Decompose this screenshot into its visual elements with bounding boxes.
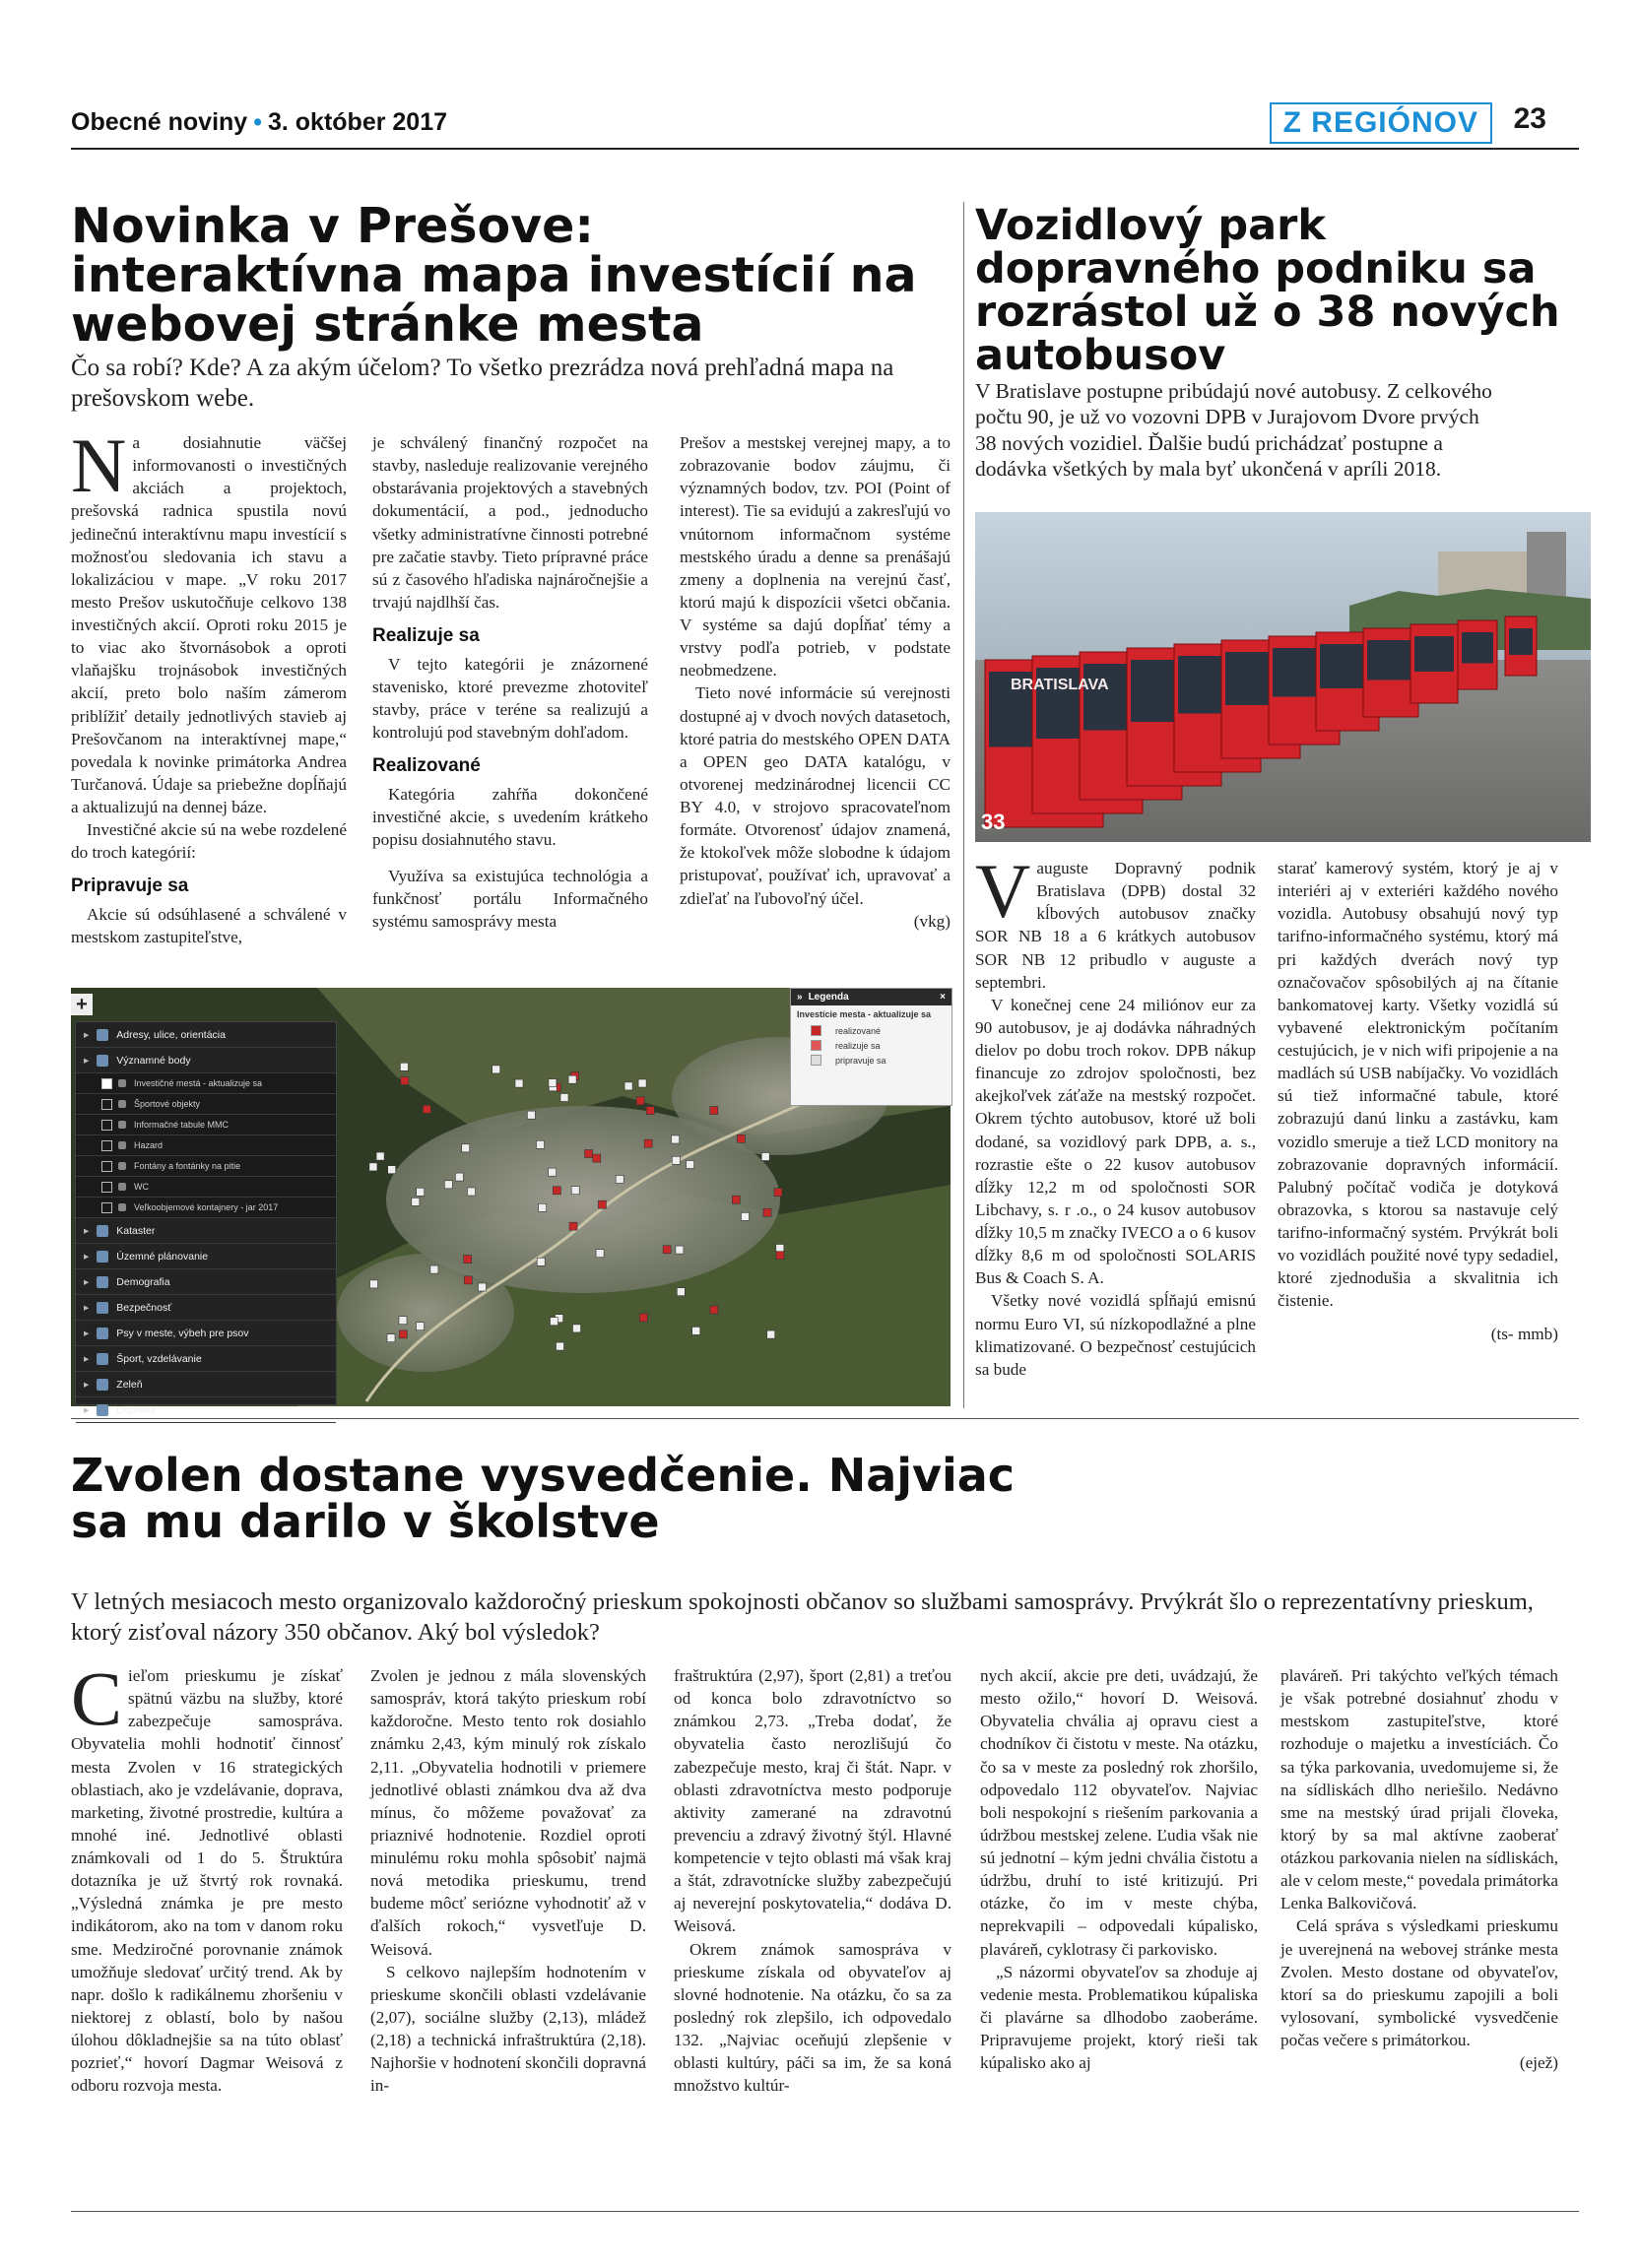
checkbox-icon[interactable] [101,1182,112,1193]
map-marker[interactable] [638,1079,646,1087]
map-marker[interactable] [539,1203,547,1211]
article2-paragraph: starať kamerový systém, ktorý je aj v interiéri aj v exteriéri každého nového vozidla. Autobusy obsahujú nový typ tarifno-informačného systému, ktorý má pri každých dverách nový typ označovačov spôsobilých aj na čítanie bankomatovej karty. Všetky vozidlá sú vybavené elektronickým počítaním cestujúcich, je v nich wifi pripojenie a na madlách sú USB nabíjačky. Vo vozidlách sú tiež informačné tabule, ktoré zobrazujú danú linku a zastávku, kam vozidlo smeruje a tiež LCD monitory na zobrazovanie dopravných informácií. Palubný počítač vodiča je dotyková obrazovka, s ktorou sa nastavuje celý tarifno-informačný systém. Prvýkrát boli vo vozidlách použité nové typy sedadiel, ktoré zjednodušia a skvalitnia ich čistenie. [1278,859,1558,1311]
legend-swatch-icon [811,1040,821,1051]
layer-item[interactable] [76,1372,336,1397]
layer-icon [97,1276,108,1288]
article2-signature: (ts- mmb) [1490,1324,1558,1343]
checkbox-icon[interactable] [101,1202,112,1213]
layer-label: WC [134,1182,149,1192]
article3-column-4 [980,1664,1258,2074]
legend-swatch-icon [811,1055,821,1066]
layer-item[interactable] [76,1198,336,1218]
layer-label: Kataster [116,1224,156,1237]
subhead-pripravuje: Pripravuje sa [71,875,189,897]
checkbox-icon[interactable] [101,1099,112,1110]
map-marker[interactable] [663,1246,671,1254]
article2-headline: Vozidlový park dopravného podniku sa rozrástol už o 38 nových autobusov [975,201,1560,380]
map-marker[interactable] [553,1187,560,1195]
map-marker[interactable] [399,1330,407,1338]
layer-icon [97,1225,108,1237]
layer-label: Veľkoobjemové kontajnery - jar 2017 [134,1202,279,1212]
map-marker[interactable] [742,1212,750,1220]
article1-column-2 [372,431,648,933]
header-rule [71,148,1579,150]
map-marker[interactable] [776,1252,784,1260]
article3-column-5 [1280,1664,1558,2074]
section-label: Z REGIÓNOV [1270,102,1492,144]
legend-item [791,1038,951,1053]
article3-paragraph: „S názormi obyvateľov sa zhoduje aj vedenie mesta. Problematikou kúpaliska či plavárne sa dlhodobo zaoberáme. Pripravujeme projekt, ktorý rieši tak kúpalisko ako aj [980,1962,1258,2073]
article3-dropcap: C [71,1655,123,1741]
article1-lead: Čo sa robí? Kde? A za akým účelom? To všetko prezrádza nová prehľadná mapa na prešovskom webe. [71,355,894,413]
legend-label: realizuje sa [835,1040,881,1051]
map-marker[interactable] [551,1318,558,1326]
map-marker[interactable] [400,1063,408,1070]
layer-label: Hazard [134,1140,164,1150]
expand-icon[interactable]: ▸ [84,1028,90,1041]
map-marker[interactable] [636,1097,644,1105]
article2-dropcap: V [975,848,1031,934]
map-marker[interactable] [687,1161,694,1169]
map-marker[interactable] [644,1139,652,1147]
article2-column-1 [975,848,1256,1381]
article1-paragraph: Akcie sú odsúhlasené a schválené v mestskom zastupiteľstve, [71,904,347,947]
layer-icon [97,1353,108,1365]
layer-item[interactable] [76,1177,336,1198]
checkbox-icon[interactable] [101,1120,112,1131]
map-marker[interactable] [376,1152,384,1160]
article3-paragraph: Zvolen je jednou z mála slovenských samospráv, ktorá takýto prieskum robí každoročne. Mesto tento rok dosiahlo známku 2,43, kým minulý rok získalo 2,11. „Obyvatelia hodnotili v priemere jednotlivé oblasti známkou dva až dva mínus, čo môžeme považovať za priaznivé hodnotenie. Rozdiel oproti minulému roku mohla spôsobiť najmä nová metodika prieskumu, trend budeme môcť seriózne vyhodnotiť až v ďalších rokoch,“ vysvetľuje D. Weisová. [370,1666,646,1959]
map-marker[interactable] [387,1334,395,1342]
article3-signature: (ejež) [1519,2053,1558,2073]
legend-item [791,1023,951,1038]
map-marker[interactable] [399,1317,407,1325]
layer-icon [97,1404,108,1416]
expand-icon[interactable]: ▸ [84,1224,90,1237]
checkbox-icon[interactable] [101,1140,112,1151]
layer-icon [97,1055,108,1067]
layer-label: Demografia [116,1275,170,1288]
buses-illustration [975,512,1591,842]
article1-paragraph: Investičné akcie sú na webe rozdelené do troch kategórií: [71,820,347,863]
legend-header [791,989,951,1005]
bus-route-number: 33 [981,810,1006,834]
masthead [71,108,447,137]
article1-paragraph: V tejto kategórii je znázornené stavenisko, ktoré prevezme zhotoviteľ stavby, práce v teréne sa realizujú a kontrolujú pod stavebným dohľadom. [372,654,648,742]
map-marker[interactable] [537,1140,545,1148]
layer-icon [118,1203,126,1211]
map-marker[interactable] [537,1258,545,1265]
layer-icon [118,1162,126,1170]
layer-icon [118,1079,126,1087]
layer-icon [118,1183,126,1191]
map-marker[interactable] [774,1189,782,1197]
article1-paragraph: Prešov a mestskej verejnej mapy, a to zobrazovanie bodov záujmu, či významných bodov, tzv. POI (Point of interest). Tie sa evidujú a zakresľujú vo vnútornom informačnom systéme mestského úradu a denne sa prenášajú zmeny a doplnenia na verejnú časť, ktorú majú k dispozícii všetci občania. V systéme sa dajú dopĺňať témy a vrstvy podľa potrieb, v podstate neobmedzene. [680,433,951,680]
layer-label: Fontány a fontánky na pitie [134,1161,241,1171]
map-marker[interactable] [492,1066,500,1073]
layer-label: Bezpečnosť [116,1301,172,1314]
map-marker[interactable] [672,1156,680,1164]
expand-icon[interactable]: ▸ [84,1054,90,1067]
layer-icon [118,1100,126,1108]
map-marker[interactable] [710,1107,718,1115]
map-marker[interactable] [569,1222,577,1230]
map-marker[interactable] [598,1200,606,1208]
map-marker[interactable] [624,1082,632,1090]
close-icon[interactable]: × [940,992,946,1003]
article1-paragraph: je schválený finančný rozpočet na stavby, nasleduje realizovanie verejného obstarávania projektových a stavebných dokumentácií, a pod., jednoducho všetky administratívne činnosti potrebné pre začatie stavby. Tieto prípravné práce sú z časového hľadiska najnáročnejšie a trvajú najdlhší čas. [372,433,648,612]
buses-photo [975,512,1591,842]
separator-dot: • [253,108,262,136]
subhead-realizovane: Realizované [372,755,481,777]
bus-windshield [1509,628,1533,655]
map-marker[interactable] [479,1283,487,1291]
article2-paragraph: auguste Dopravný podnik Bratislava (DPB) dostal 32 kĺbových autobusov značky SOR NB 18 a 6 krátkych autobusov SOR NB 12 pribudlo v auguste a septembri. [975,859,1256,992]
map-marker[interactable] [430,1265,438,1273]
map-marker[interactable] [464,1256,472,1264]
layer-item[interactable] [76,1022,336,1048]
layer-item[interactable] [76,1269,336,1295]
layer-item[interactable] [76,1244,336,1269]
expand-icon[interactable]: ▸ [84,1250,90,1263]
expand-icon[interactable]: ▸ [84,1301,90,1314]
article1-paragraph: Kategória zahŕňa dokončené investičné akcie, s uvedením krátkeho popisu dosiahnutého stavu. [372,784,648,849]
bus-windshield [1462,632,1493,664]
article1-paragraph: Využíva sa existujúca technológia a funkčnosť portálu Informačného systému samosprávy mesta [372,866,648,932]
article1-paragraph: a dosiahnutie väčšej informovanosti o investičných akciách a projektoch, prešovská radnica spustila novú jedinečnú interaktívnu mapu investícií s možnosťou sledovania ich stavu a lokalizáciou v mape. „V roku 2017 mesto Prešov uskutočňuje celkovo 138 investičných akcií. Oproti roku 2015 je to viac ako štvornásobok a oproti vlaňajšku trojnásobok investičných akcií, preto bolo naším zámerom priblížiť detaily jednotlivých stavieb aj Prešovčanom na interaktívnej mape,“ povedala k novinke primátorka Andrea Turčanová. Údaje sa priebežne dopĺňajú a aktualizujú na dennej báze. [71,433,347,816]
layer-icon [118,1141,126,1149]
page-number: 23 [1513,102,1546,135]
layer-panel [75,1021,337,1416]
checkbox-icon[interactable] [101,1078,112,1089]
article3-column-2 [370,1664,646,2097]
legend-subtitle: Investície mesta - aktualizuje sa [797,1009,932,1019]
article3-paragraph: Celá správa s výsledkami prieskumu je uverejnená na webovej stránke mesta Zvolen. Mesto dostane od obyvateľov, ktorí sa do prieskumu zapojili a boli vylosovaní, symbolické vysvedčenie počas večere s primátorkou. [1280,1916,1558,2049]
map-marker[interactable] [560,1094,568,1102]
layer-item[interactable] [76,1218,336,1244]
map-marker[interactable] [732,1196,740,1203]
map-marker[interactable] [596,1250,604,1258]
checkbox-icon[interactable] [101,1161,112,1172]
article3-column-1 [71,1655,343,2097]
article2-paragraph: Všetky nové vozidlá spĺňajú emisnú normu Euro VI, sú nízkopodlažné a plne klimatizované. O bezpečnosť cestujúcich sa bude [975,1291,1256,1379]
map-marker[interactable] [737,1134,745,1142]
layer-item[interactable] [76,1321,336,1346]
article3-paragraph: nych akcií, akcie pre deti, uvádzajú, že mesto ožilo,“ hovorí D. Weisová. Obyvatelia chvália aj opravu ciest a chodníkov či čistotu v meste. Na otázku, čo sa v meste za posledný rok zhoršilo, odpovedalo 112 obyvateľov. Najviac boli nespokojní s riešením parkovania a údržbou mestskej zelene. Ľudia však nie sú jednotní – kým jedni chvália čistotu a údržbu, druhí to isté kritizujú. Pri otázke, čo im v meste chýba, neprekvapili – odpovedali kúpalisko, plaváreň, cyklotrasy či parkovisko. [980,1666,1258,1959]
layer-label: Investičné mestá - aktualizuje sa [134,1078,263,1088]
legend-swatch-icon [811,1025,821,1036]
bus-destination-sign: BRATISLAVA [1011,677,1109,693]
layer-label: Zeleň [116,1378,143,1391]
layer-icon [97,1251,108,1263]
layer-label: Informačné tabule MMC [134,1120,230,1130]
layer-label: Psy v meste, výbeh pre psov [116,1327,249,1339]
map-marker[interactable] [646,1107,654,1115]
map-marker[interactable] [763,1208,771,1216]
layer-label: Šport, vzdelávanie [116,1352,202,1365]
map-marker[interactable] [776,1245,784,1253]
layer-item[interactable] [76,1346,336,1372]
legend-title: Legenda [808,992,849,1003]
map-marker[interactable] [573,1325,581,1332]
map-marker[interactable] [388,1166,396,1174]
article3-paragraph: ieľom prieskumu je získať spätnú väzbu na služby, ktoré zabezpečuje samospráva. Obyvatelia mohli hodnotiť činnosť mesta Zvolen v 16 strategických oblastiach, ako je vzdelávanie, doprava, marketing, životné prostredie, kultúra a mnohé iné. Jednotlivé oblasti známkovali od 1 do 5. Štruktúra dotazníka je už štvrtý rok rovnaká. „Výsledná známka je pre mesto indikátorom, ako na tom v danom roku sme. Medziročné porovnanie známok umožňuje sledovať určitý trend. Ak by napr. došlo k radikálnemu zhoršeniu v niektorej z oblastí, bolo by našou úlohou dôkladnejšie sa na túto oblasť pozrieť,“ hovorí Dagmar Weisová z odboru rozvoja mesta. [71,1666,343,2096]
layer-icon [97,1379,108,1391]
legend-label: pripravuje sa [835,1055,886,1066]
expand-icon[interactable]: ▸ [84,1403,90,1416]
publication-name: Obecné noviny [71,108,248,136]
article1-column-3 [680,431,951,933]
map-marker[interactable] [677,1288,685,1296]
article2-column-2 [1278,857,1558,1345]
subhead-realizuje: Realizuje sa [372,625,480,646]
map-marker[interactable] [710,1306,718,1314]
legend-item [791,1053,951,1068]
layer-icon [97,1328,108,1339]
map-marker[interactable] [692,1327,700,1334]
article1-signature: (vkg) [913,911,951,931]
bus-windshield [1414,636,1454,672]
expand-icon[interactable]: ▸ [84,1327,90,1339]
article2-lead: V Bratislave postupne pribúdajú nové autobusy. Z celkového počtu 90, je už vo vozovni DPB v Jurajovom Dvore prvých 38 nových vozidiel. Ďalšie budú prichádzať postupne a dodávka všetkých by mala byť ukončená v apríli 2018. [975,379,1492,482]
map-marker[interactable] [455,1173,463,1181]
layer-item[interactable] [76,1073,336,1094]
article2-paragraph: V konečnej cene 24 miliónov eur za 90 autobusov, je aj dodávka náhradných dielov po dobu troch rokov. DPB nákup financuje zo zdrojov spoločnosti, bez akejkoľvek záťaže na mestský rozpočet. Okrem týchto autobusov, ktoré už boli dodané, sa vozidlový park DPB, a. s., rozrastie ešte o 22 kusov autobusov dĺžky 12,2 m od spoločnosti SOR Libchavy, s. r .o., o 24 kusov autobusov dĺžky 10,5 m značky IVECO a o 6 kusov dĺžky 8,6 m od spoločnosti SOLARIS Bus & Coach S. A. [975,995,1256,1288]
article3-paragraph: fraštruktúra (2,97), šport (2,81) a treťou od konca bolo zdravotníctvo so známkou 2,73. „Treba dodať, že obyvatelia často nerozlišujú čo zabezpečuje mesto, kraj či štát. Napr. v oblasti zdravotníctva mesto podporuje aktivity zamerané na zdravotnú prevenciu a zdravý životný štýl. Hlavné kompetencie v tejto oblasti má však kraj a štát, zdravotnícke služby zabezpečujú aj neverejní poskytovatelia,“ dodáva D. Weisová. [674,1666,951,1936]
layer-icon [118,1121,126,1129]
map-legend [790,988,952,1106]
bus-windshield [1367,640,1414,680]
map-marker[interactable] [672,1135,680,1143]
article3-paragraph: Okrem známok samospráva v prieskume získala od obyvateľov aj slovné hodnotenie. Na otázku, čo sa za posledný rok zlepšilo, ich odpovedalo 132. „Najviac oceňujú zlepšenie v oblasti kultúry, páči sa im, že sa koná množstvo kultúr- [674,1939,951,2096]
map-marker[interactable] [462,1144,470,1152]
article1-paragraph: Tieto nové informácie sú verejnosti dostupné aj v dvoch nových datasetoch, ktoré patria do mestského OPEN DATA a OPEN geo DATA katalógu, v otvorenej medzinárodnej licencii CC BY 4.0, v strojovo spracovateľnom formáte. Otvorenosť údajov znamená, že ktokoľvek môže slobodne k údajom pristupovať, používať ich, upravovať a zdieľať na ľubovoľný účel. [680,683,951,908]
article3-paragraph: S celkovo najlepším hodnotením v prieskume skončili oblasti vzdelávanie (2,07), sociálne služby (2,13), mládež (2,18) a technická infraštruktúra (2,18). Najhoršie v hodnotení skončili dopravná in- [370,1962,646,2096]
map-marker[interactable] [571,1187,579,1195]
layer-label: Významné body [116,1054,191,1067]
layer-item[interactable] [76,1048,336,1073]
layer-item[interactable] [76,1135,336,1156]
issue-date: 3. október 2017 [267,108,448,136]
layer-item[interactable] [76,1397,336,1423]
article3-paragraph: plaváreň. Pri takýchto veľkých témach je však potrebné dosiahnuť zhodu v mestskom zastupiteľstve, ktoré rozhoduje o majetku a investíciách. Čo sa týka parkovania, uvedomujeme si, že na sídliskách dlho neriešilo. Nedávno sme na mestský úrad prijali človeka, ktorý by sa mal aktívne zaoberať otázkou parkovania nielen na sídliskách, ale v celom meste,“ povedala primátorka Lenka Balkovičová. [1280,1666,1558,1913]
map-marker[interactable] [464,1276,472,1284]
map-marker[interactable] [676,1246,684,1254]
layer-label: Športové objekty [134,1099,201,1109]
expand-icon[interactable]: ▸ [84,1378,90,1391]
layer-icon [97,1302,108,1314]
layer-item[interactable] [76,1094,336,1115]
map-marker[interactable] [515,1079,523,1087]
layer-item[interactable] [76,1115,336,1135]
expand-icon[interactable]: ▸ [84,1275,90,1288]
map-marker[interactable] [468,1188,476,1196]
layer-icon [97,1029,108,1041]
map-marker[interactable] [412,1198,420,1205]
map-marker[interactable] [549,1079,557,1087]
map-marker[interactable] [401,1077,409,1085]
map-marker[interactable] [369,1163,377,1171]
map-marker[interactable] [423,1105,430,1113]
layer-list [76,1022,336,1423]
footer-rule [71,2211,1579,2212]
zoom-in-button[interactable]: + [71,994,93,1015]
expand-icon[interactable]: ▸ [84,1352,90,1365]
legend-label: realizované [835,1025,882,1036]
legend-collapse-icon[interactable]: » [797,992,803,1003]
article-separator [71,1418,1579,1419]
article3-headline: Zvolen dostane vysvedčenie. Najviac sa mu darilo v školstve [71,1449,1016,1548]
map-marker[interactable] [568,1075,576,1083]
layer-item[interactable] [76,1156,336,1177]
map-marker[interactable] [767,1330,775,1338]
map-marker[interactable] [417,1188,425,1196]
legend-items [791,1023,951,1068]
map-marker[interactable] [370,1280,378,1288]
layer-label: Doprava [116,1403,156,1416]
article3-lead: V letných mesiacoch mesto organizovalo každoročný prieskum spokojnosti občanov so službami samosprávy. Prvýkrát šlo o reprezentatívny prieskum, ktorý zisťoval názory 350 občanov. Aký bol výsledok? [71,1588,1534,1646]
map-marker[interactable] [444,1181,452,1189]
map-marker[interactable] [593,1154,601,1162]
map-marker[interactable] [761,1153,769,1161]
article1-column-1 [71,422,347,948]
map-marker[interactable] [557,1342,564,1350]
map-marker[interactable] [417,1323,425,1330]
map-figure [71,988,951,1416]
map-marker[interactable] [585,1150,593,1158]
article3-column-3 [674,1664,951,2097]
article1-dropcap: N [71,422,127,508]
map-marker[interactable] [527,1111,535,1119]
map-marker[interactable] [639,1314,647,1322]
map-marker[interactable] [616,1176,623,1184]
layer-label: Územné plánovanie [116,1250,209,1263]
column-divider [963,202,964,1408]
map-marker[interactable] [549,1168,557,1176]
layer-item[interactable] [76,1295,336,1321]
layer-label: Adresy, ulice, orientácia [116,1028,226,1041]
article1-headline: Novinka v Prešove: interaktívna mapa investícií na webovej stránke mesta [71,198,917,353]
